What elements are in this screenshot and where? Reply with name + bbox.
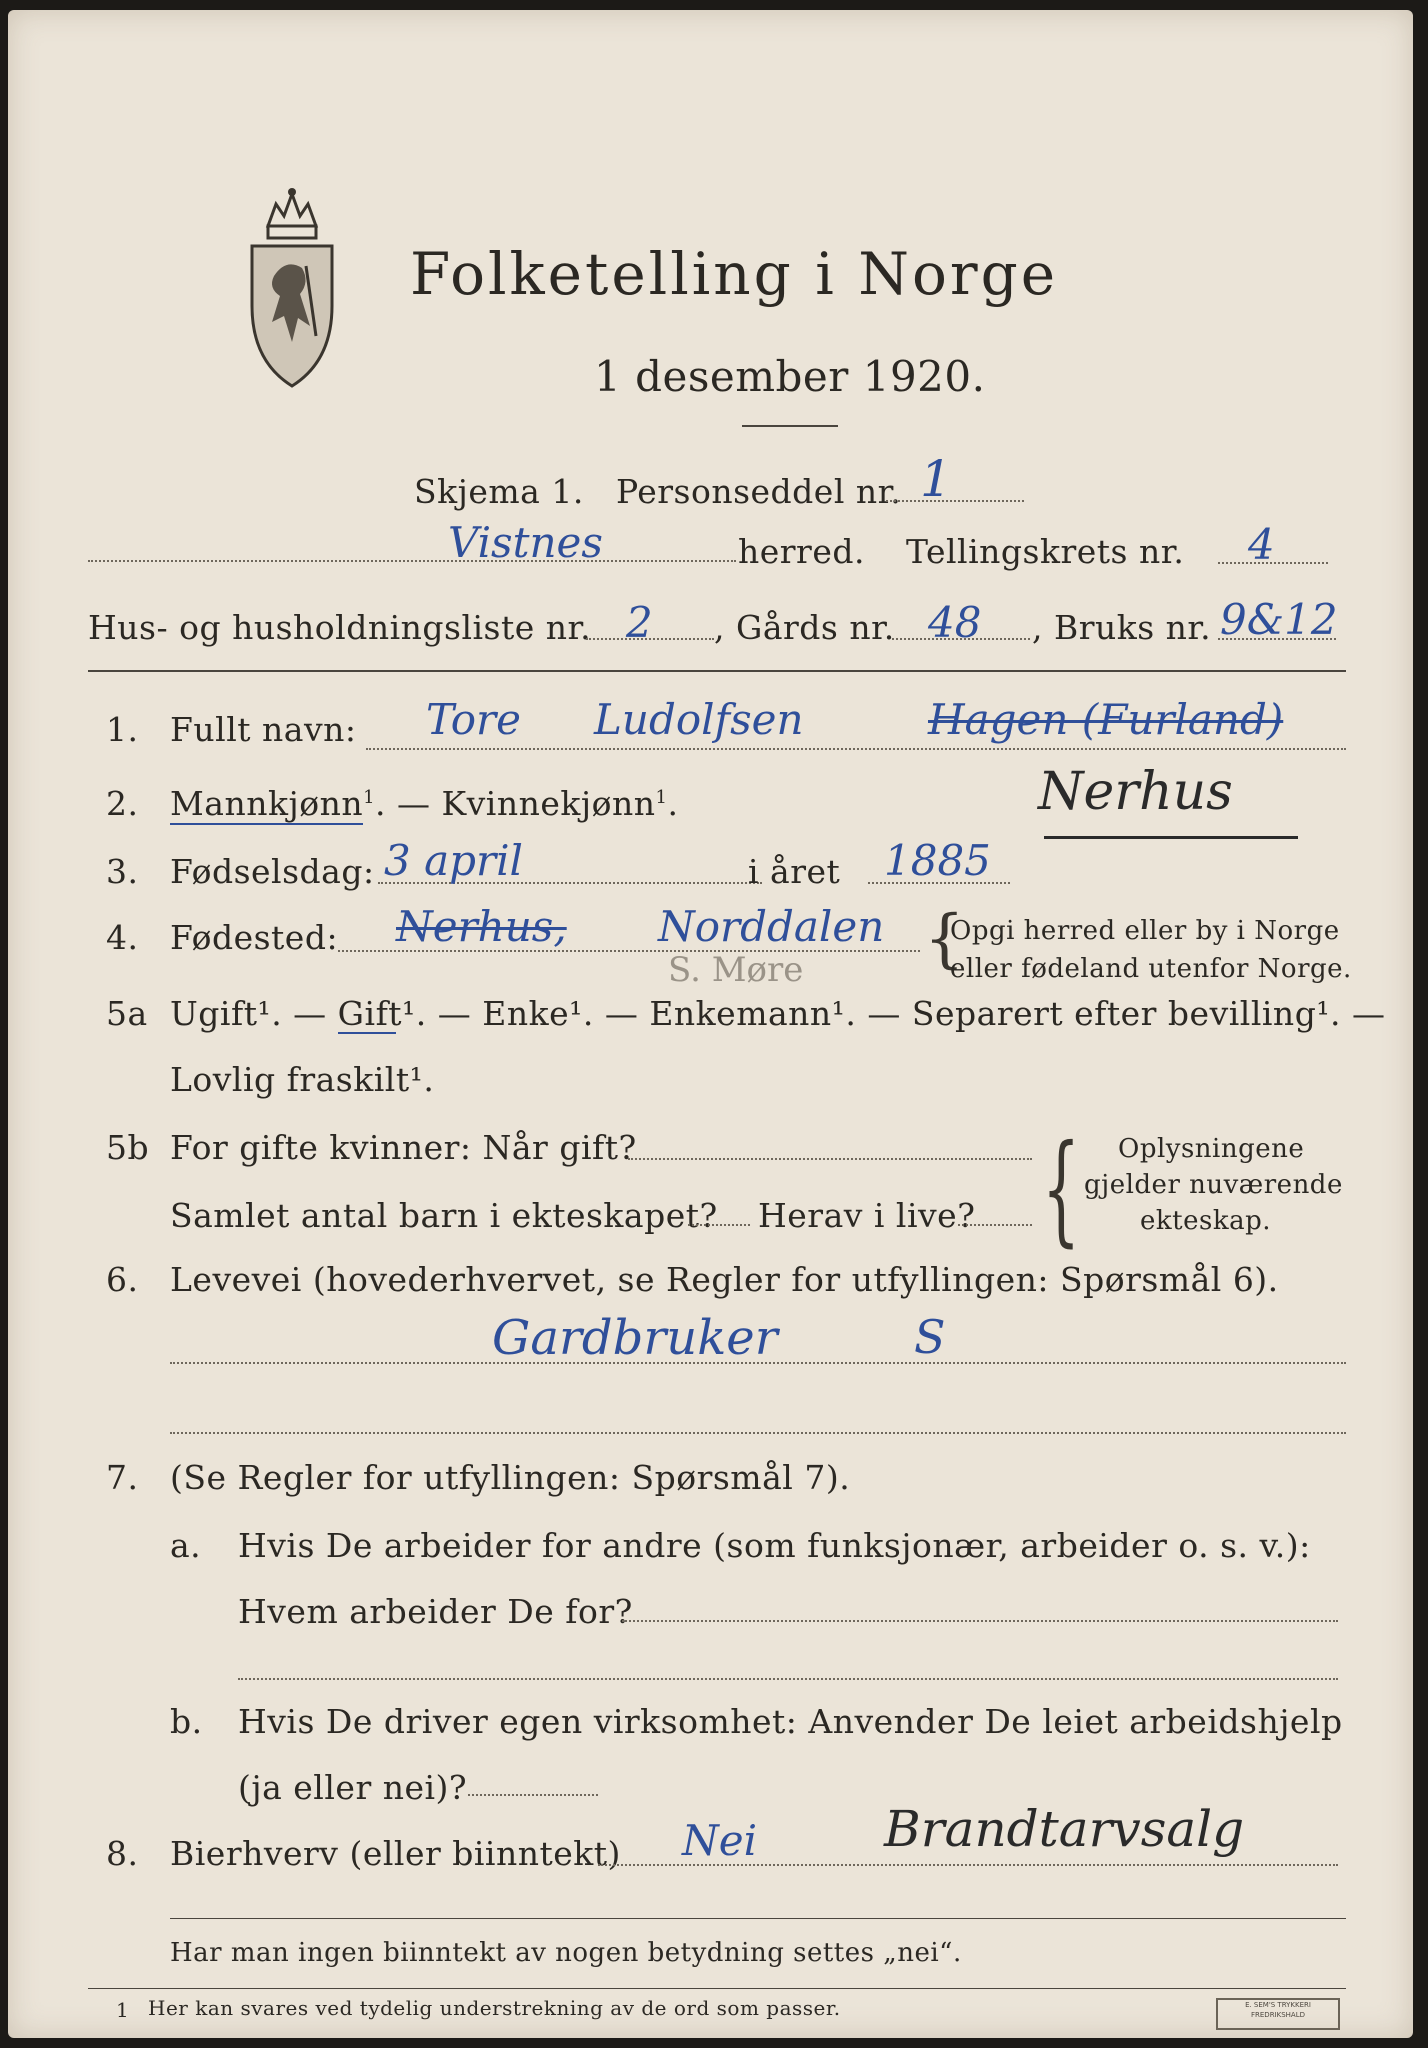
q2-separator: . — bbox=[375, 784, 442, 823]
q1-struck-name: Hagen (Furland) bbox=[928, 695, 1284, 744]
gards-value: 48 bbox=[928, 598, 982, 647]
q5a-options: Ugift¹. — Gift¹. — Enke¹. — Enkemann¹. — Separert efter bevilling¹. — bbox=[170, 994, 1386, 1033]
norway-coat-of-arms-icon bbox=[246, 186, 338, 392]
q1-given-name: Tore bbox=[426, 695, 521, 744]
q6-mark: S bbox=[914, 1310, 946, 1364]
printer-line1: E. SEM'S TRYKKERI bbox=[1245, 2001, 1311, 2009]
q3-label: Fødselsdag: bbox=[170, 852, 375, 891]
section-divider bbox=[88, 670, 1346, 672]
q7a-employer-line bbox=[622, 1620, 1338, 1622]
q7b-answer-line bbox=[468, 1794, 598, 1796]
q4-number: 4. bbox=[106, 918, 139, 957]
q2-kvinne-footnote: 1 bbox=[655, 787, 668, 808]
footnote-mark: 1 bbox=[116, 1998, 130, 2022]
bruks-label: , Bruks nr. bbox=[1032, 608, 1212, 647]
q5a-options-line2: Lovlig fraskilt¹. bbox=[170, 1060, 435, 1099]
q1-added-name: Nerhus bbox=[1038, 762, 1233, 822]
herred-label: herred. bbox=[738, 532, 865, 571]
footnote-text: Her kan svares ved tydelig understrekning av de ord som passer. bbox=[148, 1996, 841, 2020]
gards-label: , Gårds nr. bbox=[714, 608, 895, 647]
q7a-line2: Hvem arbeider De for? bbox=[238, 1592, 633, 1631]
q6-value: Gardbruker bbox=[492, 1310, 778, 1366]
q6-label: Levevei (hovederhvervet, se Regler for utfyllingen: Spørsmål 6). bbox=[170, 1260, 1279, 1299]
husliste-value: 2 bbox=[626, 598, 653, 647]
q2-number: 2. bbox=[106, 784, 139, 823]
q5b-note-line3: ekteskap. bbox=[1140, 1206, 1271, 1236]
herred-value: Vistnes bbox=[448, 518, 603, 567]
personseddel-line bbox=[886, 500, 1024, 502]
q1-middle-name: Ludolfsen bbox=[594, 695, 804, 744]
q5b-number: 5b bbox=[106, 1128, 150, 1167]
q1-label: Fullt navn: bbox=[170, 710, 357, 749]
q2-mann-option: Mannkjønn bbox=[170, 784, 364, 823]
q4-annotation: S. Møre bbox=[668, 950, 804, 990]
husliste-label: Hus- og husholdningsliste nr. bbox=[88, 608, 592, 647]
schema-label: Skjema 1. bbox=[414, 472, 584, 511]
q7-label: (Se Regler for utfyllingen: Spørsmål 7). bbox=[170, 1458, 851, 1497]
q2-mann-footnote: 1 bbox=[363, 787, 376, 808]
q3-day-value: 3 april bbox=[384, 836, 523, 885]
q4-struck-value: Nerhus, bbox=[396, 902, 567, 951]
q5b-note-line1: Oplysningene bbox=[1118, 1134, 1305, 1164]
q4-value: Norddalen bbox=[658, 902, 885, 951]
printer-stamp bbox=[1216, 1998, 1340, 2030]
printer-line2: FREDRIKSHALD bbox=[1250, 2011, 1305, 2019]
q3-number: 3. bbox=[106, 852, 139, 891]
form-title: Folketelling i Norge bbox=[410, 240, 1059, 308]
q5b-children-label: Samlet antal barn i ekteskapet? bbox=[170, 1196, 718, 1235]
q6-line2 bbox=[170, 1432, 1346, 1434]
q5a-gift-underline bbox=[338, 1032, 396, 1034]
q3-year-value: 1885 bbox=[884, 836, 991, 885]
census-form-sheet bbox=[8, 10, 1413, 2038]
q2-kvinne-option: Kvinnekjønn bbox=[441, 784, 656, 823]
q5b-note-line2: gjelder nuværende bbox=[1084, 1170, 1343, 1200]
q2-options bbox=[170, 784, 678, 823]
personseddel-value: 1 bbox=[920, 450, 952, 508]
q7b-line2: (ja eller nei)? bbox=[238, 1768, 468, 1807]
q5b-line1: For gifte kvinner: Når gift? bbox=[170, 1128, 637, 1167]
q1-line bbox=[366, 748, 1346, 750]
footer-divider bbox=[170, 1918, 1346, 1919]
q5b-note-brace: { bbox=[1042, 1120, 1081, 1259]
footnote-divider bbox=[88, 1988, 1346, 1989]
bruks-value: 9&12 bbox=[1220, 595, 1338, 644]
title-divider bbox=[742, 425, 838, 427]
q5b-children-line bbox=[688, 1224, 750, 1226]
tellingskrets-value: 4 bbox=[1248, 520, 1275, 569]
q7-number: 7. bbox=[106, 1458, 139, 1497]
q4-label: Fødested: bbox=[170, 918, 339, 957]
q8-value: Brandtarvsalg bbox=[884, 1800, 1245, 1858]
census-date: 1 desember 1920. bbox=[594, 352, 986, 401]
q1-number: 1. bbox=[106, 710, 139, 749]
q6-number: 6. bbox=[106, 1260, 139, 1299]
q3-year-label: i året bbox=[748, 852, 841, 891]
q5b-alive-line bbox=[958, 1224, 1032, 1226]
q7b-letter: b. bbox=[170, 1702, 203, 1741]
q7a-line1: Hvis De arbeider for andre (som funksjonær, arbeider o. s. v.): bbox=[238, 1526, 1311, 1565]
herred-line bbox=[88, 560, 736, 562]
q2-end: . bbox=[667, 784, 679, 823]
tellingskrets-label: Tellingskrets nr. bbox=[906, 532, 1185, 571]
q4-note-line1: Opgi herred eller by i Norge bbox=[950, 916, 1340, 946]
q5a-number: 5a bbox=[106, 994, 148, 1033]
q4-note-brace: { bbox=[924, 902, 965, 976]
q5b-married-line bbox=[628, 1158, 1032, 1160]
q1-added-underline bbox=[1044, 836, 1298, 839]
personseddel-label: Personseddel nr. bbox=[616, 472, 902, 511]
q8-label: Bierhverv (eller biinntekt) bbox=[170, 1834, 621, 1873]
footer-note: Har man ingen biinntekt av nogen betydning settes „nei“. bbox=[170, 1938, 962, 1968]
q7a-letter: a. bbox=[170, 1526, 202, 1565]
q7b-line1: Hvis De driver egen virksomhet: Anvender De leiet arbeidshjelp bbox=[238, 1702, 1343, 1741]
q7a-employer-line2 bbox=[238, 1678, 1338, 1680]
q8-number: 8. bbox=[106, 1834, 139, 1873]
q5b-alive-label: Herav i live? bbox=[758, 1196, 976, 1235]
q8-value-nei: Nei bbox=[682, 1816, 758, 1865]
q4-note-line2: eller fødeland utenfor Norge. bbox=[950, 954, 1352, 984]
